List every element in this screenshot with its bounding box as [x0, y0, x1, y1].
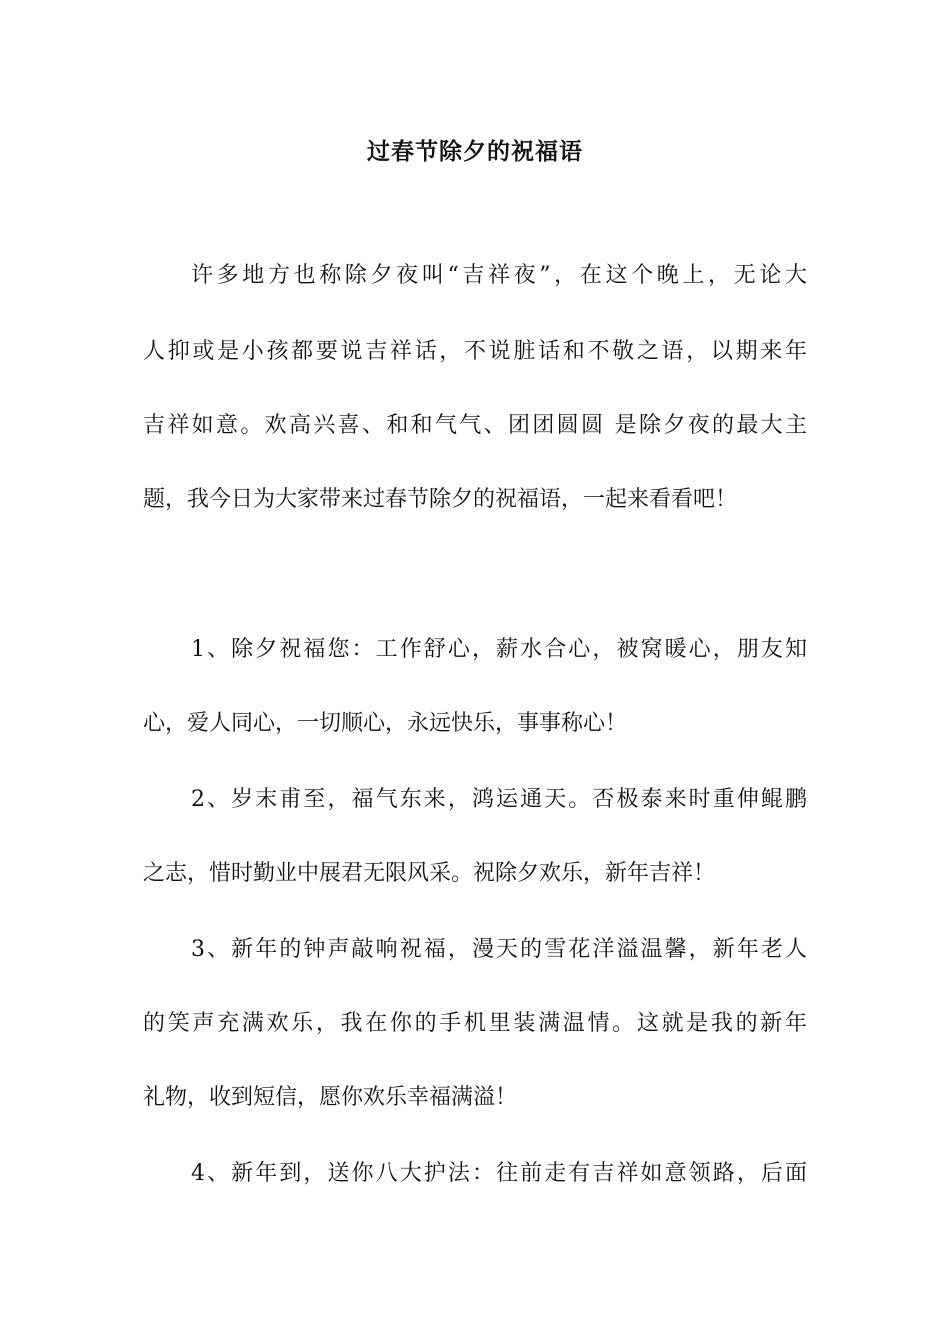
- greeting-1-line-2: 心，爱人同心，一切顺心，永远快乐，事事称心！: [143, 711, 628, 736]
- greeting-3-line-1: 3、新年的钟声敲响祝福，漫天的雪花洋溢温馨，新年老人: [191, 937, 807, 962]
- greeting-4-line-1: 4、新年到，送你八大护法：往前走有吉祥如意领路，后面: [191, 1161, 807, 1186]
- intro-paragraph-line-1: 许多地方也称除夕夜叫“吉祥夜”，在这个晚上，无论大: [191, 263, 807, 288]
- greeting-3-line-2: 的笑声充满欢乐，我在你的手机里装满温情。这就是我的新年: [143, 1011, 807, 1036]
- greeting-2-line-1: 2、岁末甫至，福气东来，鸿运通天。否极泰来时重伸鲲鹏: [191, 787, 807, 812]
- greeting-1-line-1: 1、除夕祝福您：工作舒心，薪水合心，被窝暖心，朋友知: [191, 637, 807, 662]
- document-title: 过春节除夕的祝福语: [367, 138, 583, 165]
- intro-paragraph-line-2: 人抑或是小孩都要说吉祥话，不说脏话和不敬之语，以期来年: [143, 339, 807, 364]
- intro-paragraph-line-4: 题，我今日为大家带来过春节除夕的祝福语，一起来看看吧！: [143, 487, 738, 512]
- intro-paragraph-line-3: 吉祥如意。欢高兴喜、和和气气、团团圆圆 是除夕夜的最大主: [143, 413, 807, 438]
- greeting-2-line-2: 之志，惜时勤业中展君无限风采。祝除夕欢乐，新年吉祥！: [143, 861, 716, 886]
- greeting-3-line-3: 礼物，收到短信，愿你欢乐幸福满溢！: [143, 1085, 518, 1110]
